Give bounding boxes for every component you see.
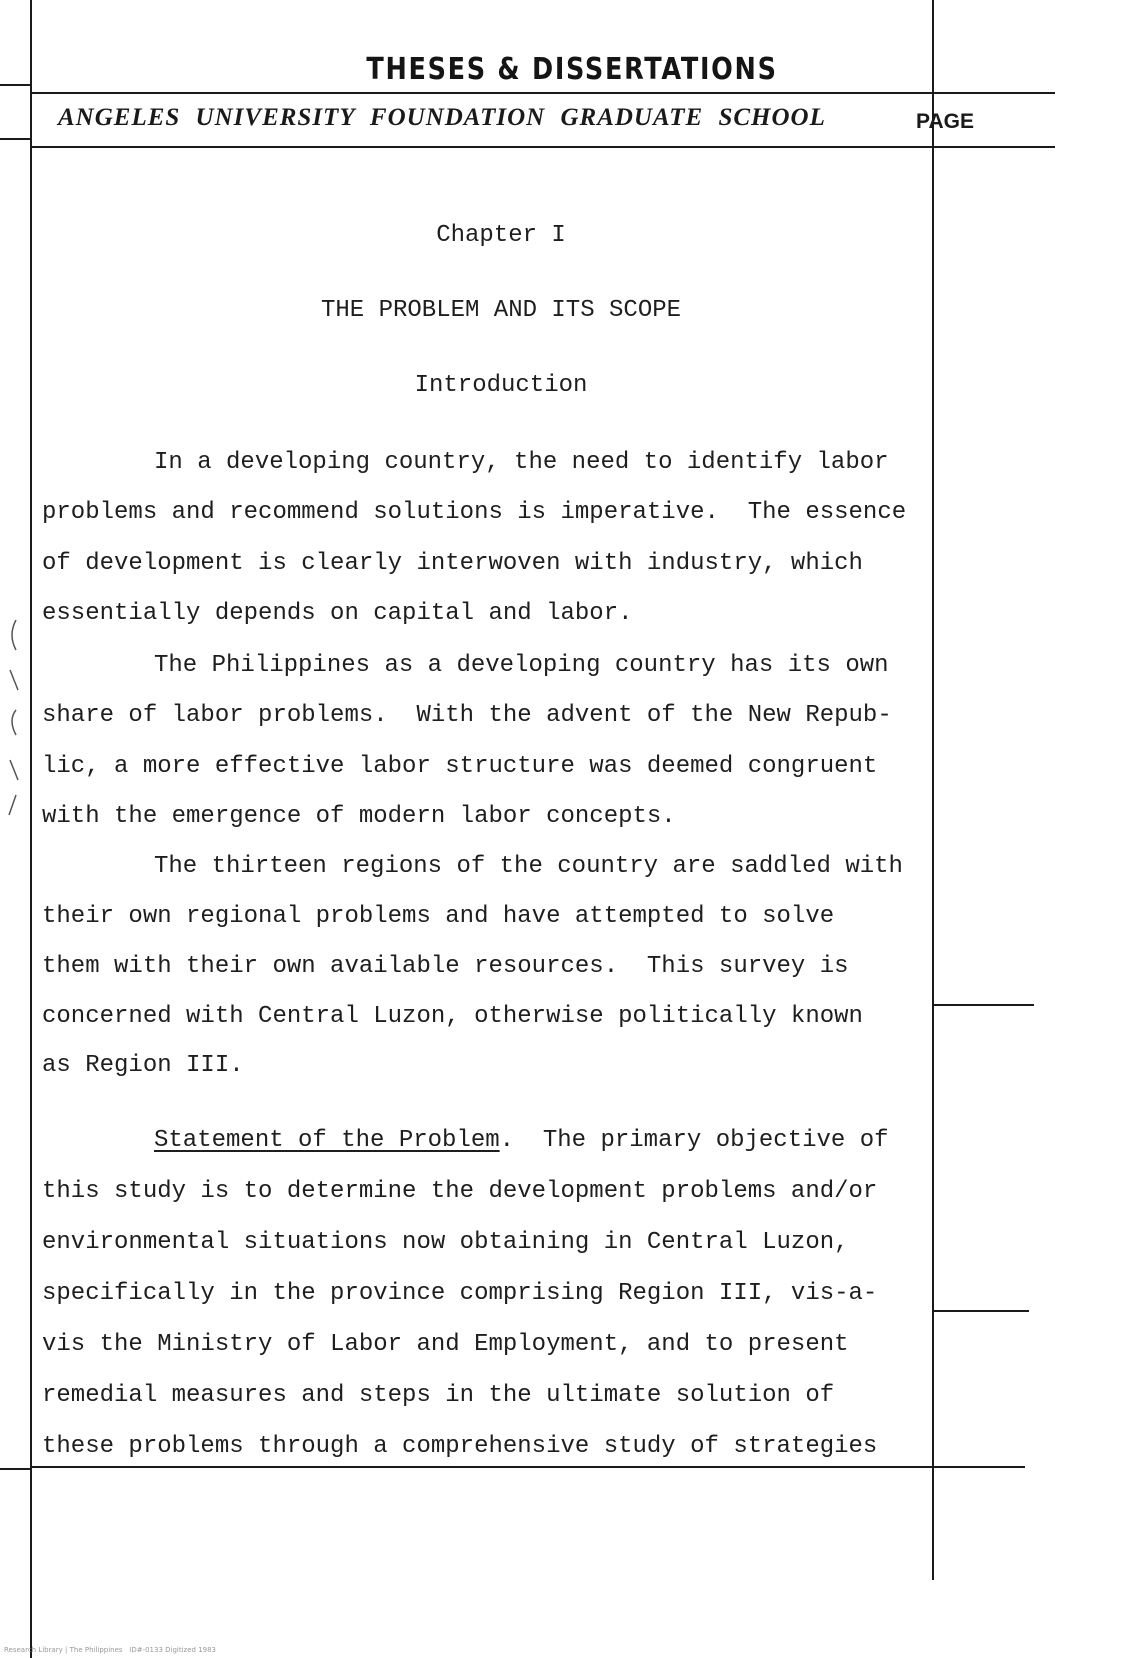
statement-heading-period: . — [499, 1127, 515, 1154]
statement-first-line — [154, 1127, 889, 1154]
right-tick-1 — [934, 1004, 1034, 1006]
body-line: concerned with Central Luzon, otherwise politically known — [42, 1003, 863, 1030]
body-line: as Region III. — [42, 1052, 244, 1079]
margin-scribble-icon — [6, 620, 22, 820]
institution-header: ANGELES UNIVERSITY FOUNDATION GRADUATE SCHOOL — [58, 104, 826, 131]
theses-dissertations-stamp: THESES & DISSERTATIONS — [366, 52, 778, 87]
handwritten-margin-note — [6, 620, 22, 820]
right-tick-2 — [934, 1310, 1029, 1312]
body-line: with the emergence of modern labor concepts. — [42, 803, 676, 830]
body-line: problems and recommend solutions is imperative. The essence — [42, 499, 907, 526]
body-line: In a developing country, the need to identify labor — [154, 449, 889, 476]
header-bottom-rule — [30, 146, 1055, 148]
body-line: The thirteen regions of the country are saddled with — [154, 853, 903, 880]
header-top-rule — [30, 92, 1055, 94]
body-line: share of labor problems. With the advent of the New Repub- — [42, 702, 892, 729]
left-tick-top — [0, 84, 30, 86]
statement-line: vis the Ministry of Labor and Employment, and to present — [42, 1331, 849, 1358]
body-line: essentially depends on capital and labor. — [42, 600, 633, 627]
statement-line: these problems through a comprehensive study of strategies — [42, 1433, 878, 1460]
body-line: lic, a more effective labor structure was deemed congruent — [42, 753, 878, 780]
statement-first-line-rest: The primary objective of — [514, 1127, 889, 1154]
left-tick-mid — [0, 138, 30, 140]
statement-heading: Statement of the Problem — [154, 1127, 500, 1154]
scan-footer: Research Library | The Philippines ID#-0133 Digitized 1983 — [4, 1646, 217, 1654]
statement-line: specifically in the province comprising Region III, vis-a- — [42, 1280, 878, 1307]
chapter-number: Chapter I — [436, 222, 566, 249]
statement-line: environmental situations now obtaining in Central Luzon, — [42, 1229, 849, 1256]
body-line: The Philippines as a developing country has its own — [154, 652, 889, 679]
statement-line: this study is to determine the development problems and/or — [42, 1178, 878, 1205]
page-label: PAGE — [916, 110, 974, 133]
body-line: them with their own available resources. This survey is — [42, 953, 849, 980]
body-line: their own regional problems and have attempted to solve — [42, 903, 835, 930]
body-line: of development is clearly interwoven with industry, which — [42, 550, 863, 577]
section-heading: Introduction — [414, 372, 588, 399]
left-margin-rule — [30, 0, 32, 1658]
chapter-title: THE PROBLEM AND ITS SCOPE — [320, 297, 682, 324]
statement-line: remedial measures and steps in the ultimate solution of — [42, 1382, 835, 1409]
bottom-rule — [30, 1466, 1025, 1468]
left-tick-bottom — [0, 1468, 30, 1470]
